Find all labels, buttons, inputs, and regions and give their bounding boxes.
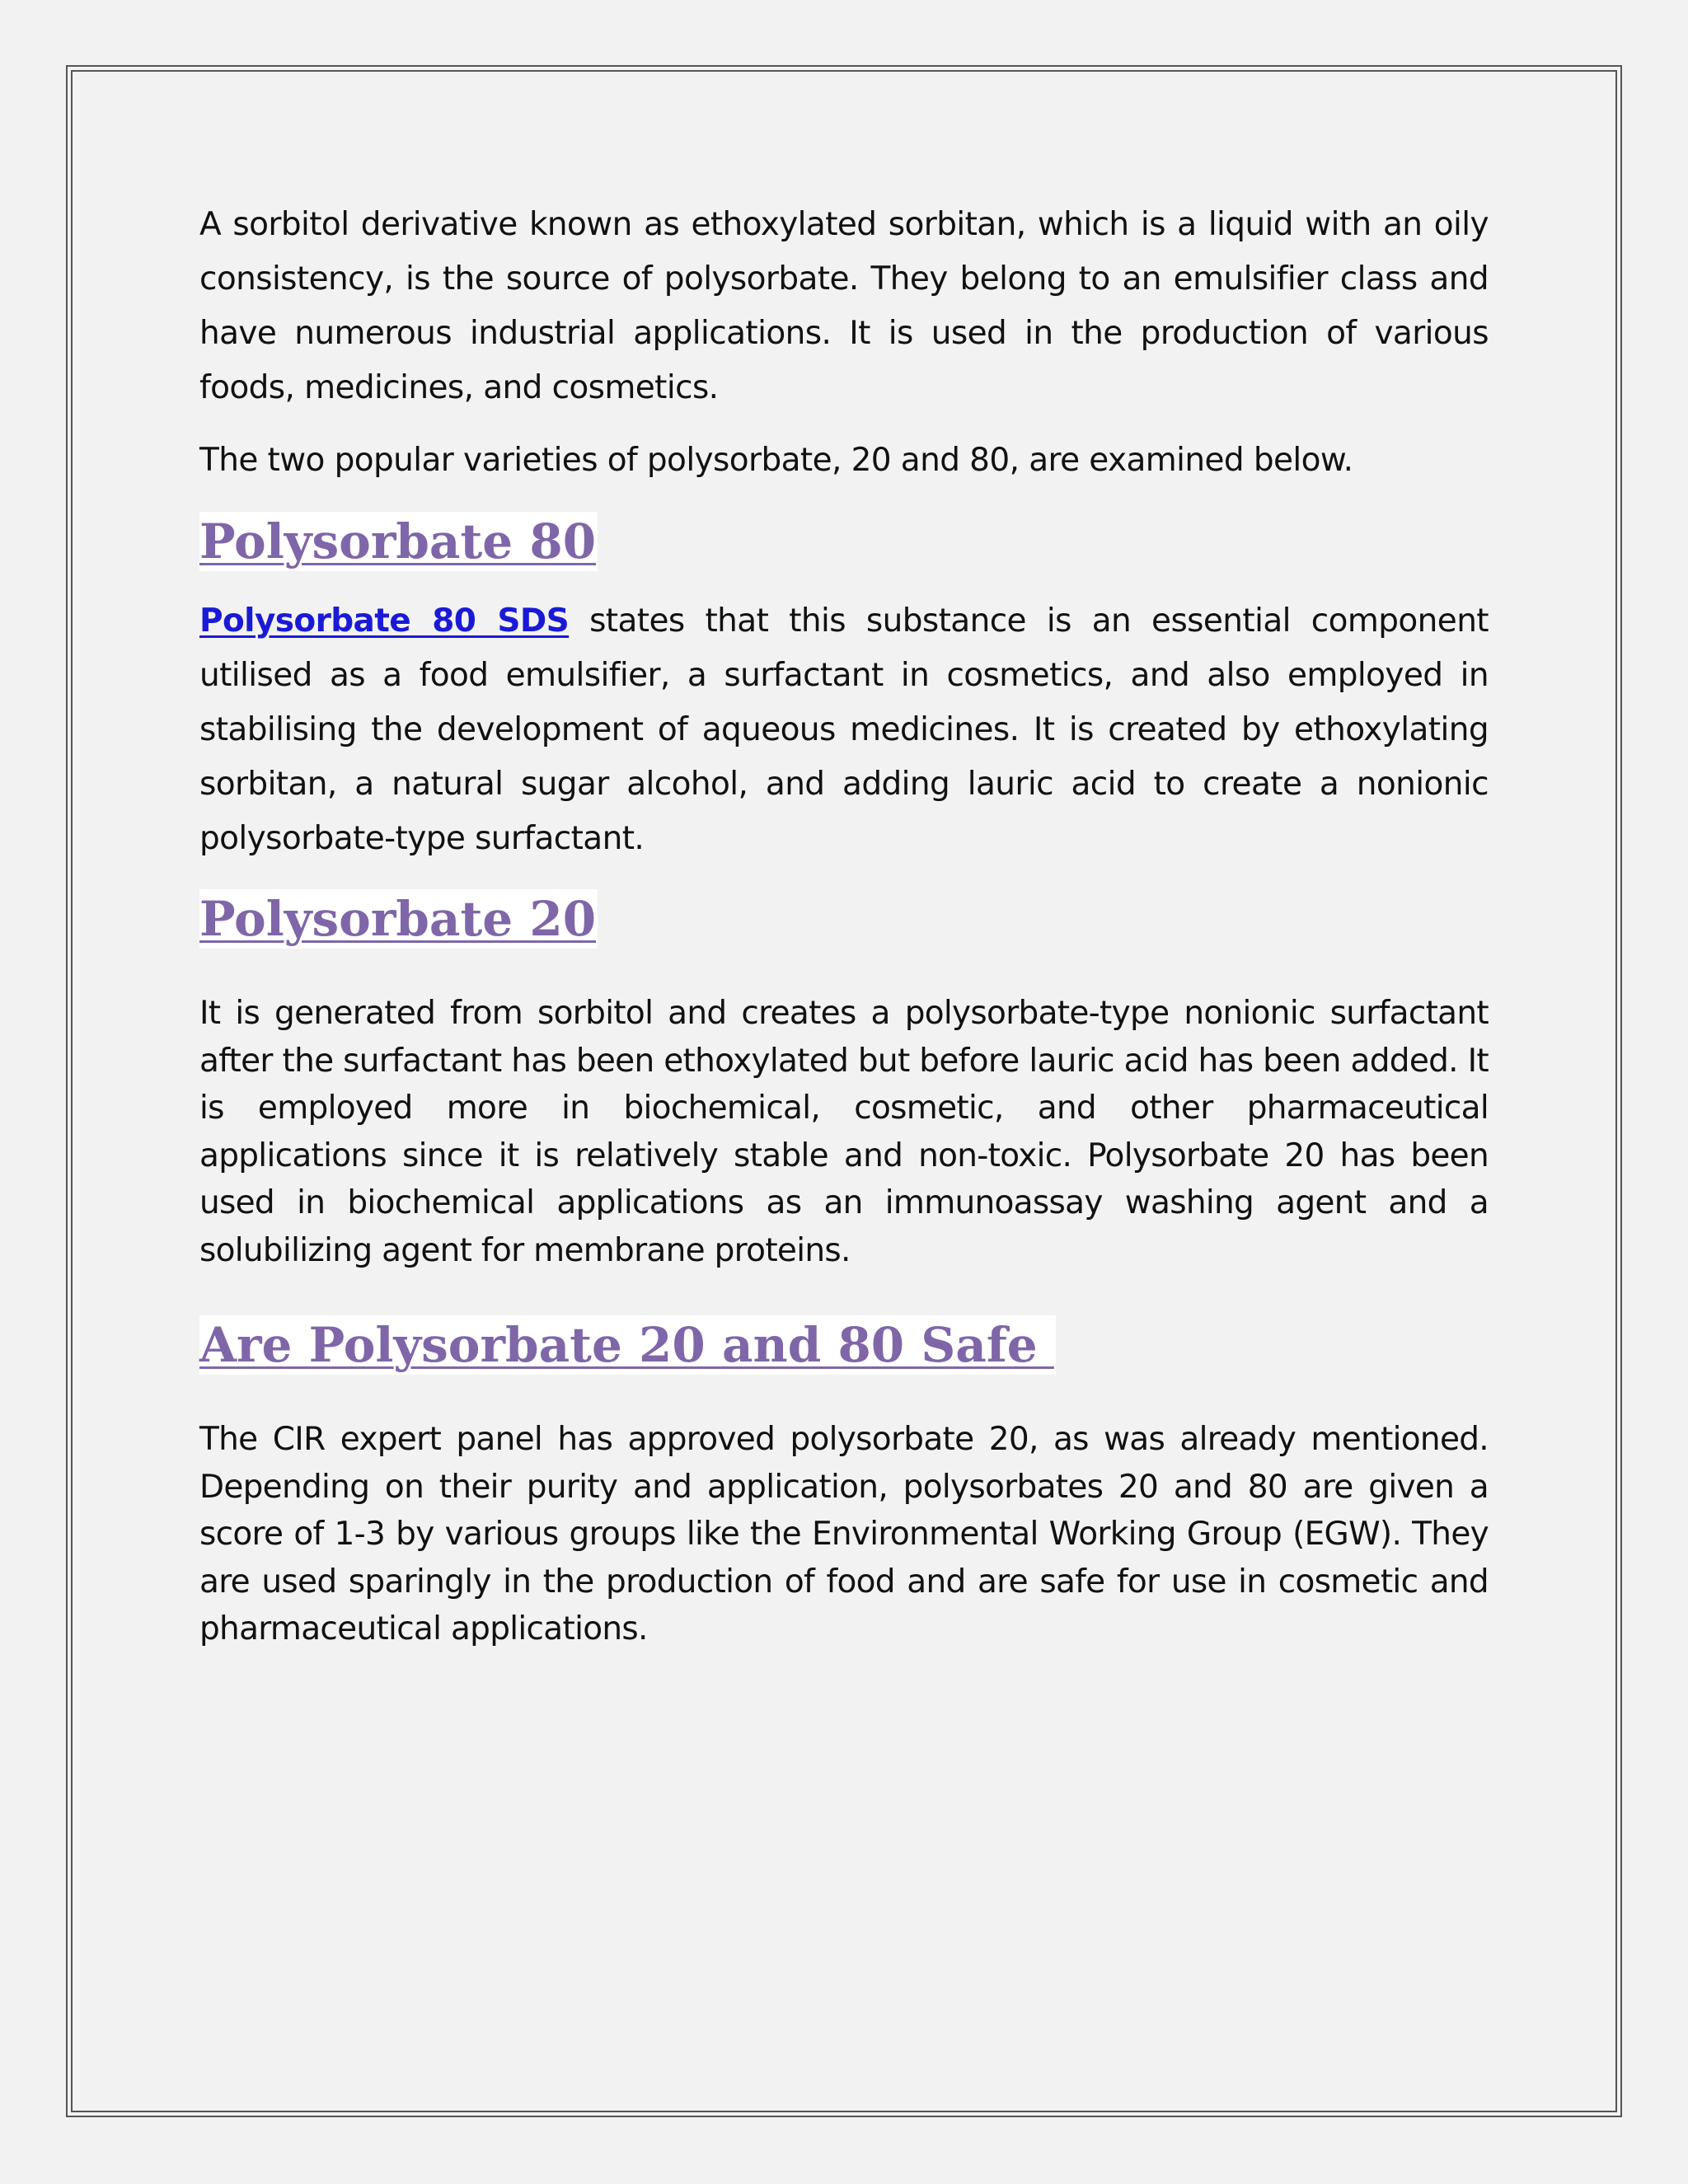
paragraph-safety: The CIR expert panel has approved polysorbate 20, as was already mentioned. Depending on their purity and application, polysorbates 20 and 80 are given a score of 1-3 by various groups like the Environmental Working Group (EGW). They are used sparingly in the production of food and are safe for use in cosmetic and pharmaceutical applications. [199,1421,1489,1647]
heading-safety: Are Polysorbate 20 and 80 Safe [199,1317,1054,1373]
paragraph-polysorbate-20: It is generated from sorbitol and creates a polysorbate-type nonionic surfactant after the surfactant has been ethoxylated but before lauric acid has been added. It is employed more in biochemical, cosmetic, and other pharmaceutical applications since it is relatively stable and non-toxic. Polysorbate 20 has been used in biochemical applications as an immunoassay washing agent and a solubilizing agent for membrane proteins. [199,995,1489,1269]
section-polysorbate-80 [199,512,1489,571]
paragraph-polysorbate-80 [199,594,1489,866]
intro-paragraph: A sorbitol derivative known as ethoxylated sorbitan, which is a liquid with an oily consistency, is the source of polysorbate. They belong to an emulsifier class and have numerous industrial applications. It is used in the production of various foods, medicines, and cosmetics. [199,206,1489,406]
varieties-sentence: The two popular varieties of polysorbate, 20 and 80, are examined below. [199,442,1353,479]
heading-polysorbate-20: Polysorbate 20 [199,891,597,947]
section-polysorbate-20 [199,889,1489,949]
paragraph-polysorbate-80-text: states that this substance is an essential component utilised as a food emulsifier, a surfactant in cosmetics, and also employed in stabilising the development of aqueous medicines. It is created by ethoxylating sorbitan, a natural sugar alcohol, and adding lauric acid to create a nonionic polysorbate-type surfactant. [199,602,1489,857]
document-body [199,198,1489,1653]
section-safety [199,1315,1489,1375]
heading-polysorbate-80: Polysorbate 80 [199,513,597,569]
polysorbate-80-sds-link[interactable]: Polysorbate 80 SDS [199,602,570,640]
